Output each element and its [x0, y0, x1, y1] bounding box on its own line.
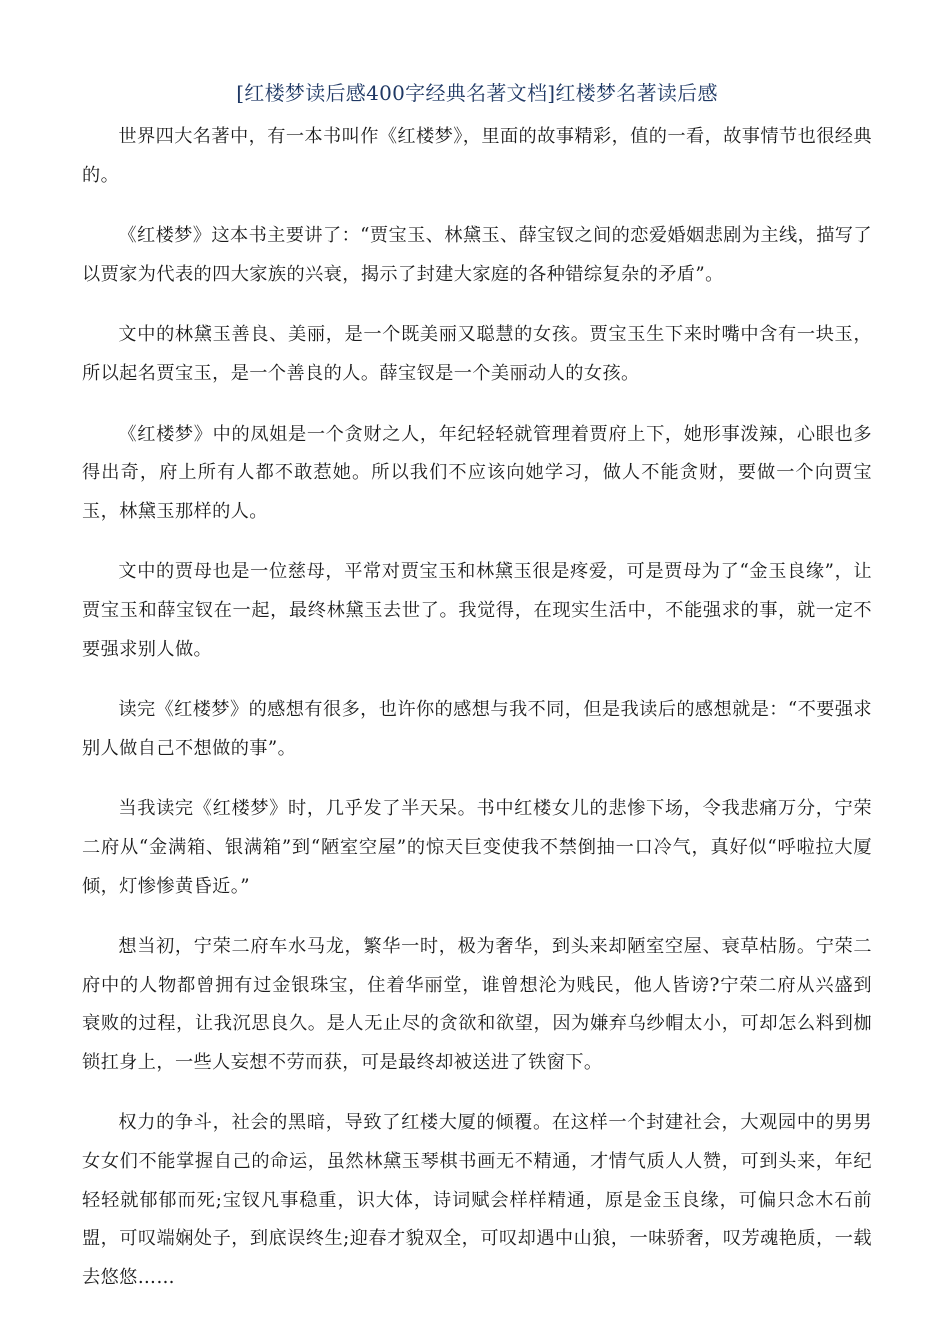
- paragraph-1: 世界四大名著中，有一本书叫作《红楼梦》，里面的故事精彩，值的一看，故事情节也很经典的。: [82, 126, 872, 186]
- document-page: [82, 78, 872, 1319]
- paragraph-6: 读完《红楼梦》的感想有很多，也许你的感想与我不同，但是我读后的感想就是：“不要强求别人做自己不想做的事”。: [82, 699, 872, 759]
- paragraph-9: 权力的争斗，社会的黑暗，导致了红楼大厦的倾覆。在这样一个封建社会，大观园中的男男女女们不能掌握自己的命运，虽然林黛玉琴棋书画无不精通，才情气质人人赞，可到头来，年纪轻轻就郁郁而死;宝钗凡事稳重，识大体，诗词赋会样样精通，原是金玉良缘，可偏只念木石前盟，可叹端娴处子，到底误终生;迎春才貌双全，可叹却遇中山狼，一味骄奢，叹芳魂艳质，一载去悠悠……: [82, 1112, 872, 1288]
- paragraph-4: 《红楼梦》中的凤姐是一个贪财之人，年纪轻轻就管理着贾府上下，她形事泼辣，心眼也多得出奇，府上所有人都不敢惹她。所以我们不应该向她学习，做人不能贪财，要做一个向贾宝玉，林黛玉那样的人。: [82, 423, 872, 522]
- paragraph-3: 文中的林黛玉善良、美丽，是一个既美丽又聪慧的女孩。贾宝玉生下来时嘴中含有一块玉，所以起名贾宝玉，是一个善良的人。薛宝钗是一个美丽动人的女孩。: [82, 324, 872, 384]
- paragraph-5: 文中的贾母也是一位慈母，平常对贾宝玉和林黛玉很是疼爱，可是贾母为了“金玉良缘”，让贾宝玉和薛宝钗在一起，最终林黛玉去世了。我觉得，在现实生活中，不能强求的事，就一定不要强求别人做。: [82, 561, 872, 660]
- paragraph-8: 想当初，宁荣二府车水马龙，繁华一时，极为奢华，到头来却陋室空屋、衰草枯肠。宁荣二府中的人物都曾拥有过金银珠宝，住着华丽堂，谁曾想沦为贱民，他人皆谤?宁荣二府从兴盛到衰败的过程，让我沉思良久。是人无止尽的贪欲和欲望，因为嫌弃乌纱帽太小，可却怎么料到枷锁扛身上，一些人妄想不劳而获，可是最终却被送进了铁窗下。: [82, 936, 872, 1073]
- paragraph-2: 《红楼梦》这本书主要讲了：“贾宝玉、林黛玉、薛宝钗之间的恋爱婚姻悲剧为主线，描写了以贾家为代表的四大家族的兴衰，揭示了封建大家庭的各种错综复杂的矛盾”。: [82, 225, 872, 285]
- paragraph-7: 当我读完《红楼梦》时，几乎发了半天呆。书中红楼女儿的悲惨下场，令我悲痛万分，宁荣二府从“金满箱、银满箱”到“陋室空屋”的惊天巨变使我不禁倒抽一口冷气，真好似“呼啦拉大厦倾，灯惨惨黄昏近。”: [82, 798, 872, 897]
- document-title: [红楼梦读后感400字经典名著文档]红楼梦名著读后感: [236, 81, 718, 105]
